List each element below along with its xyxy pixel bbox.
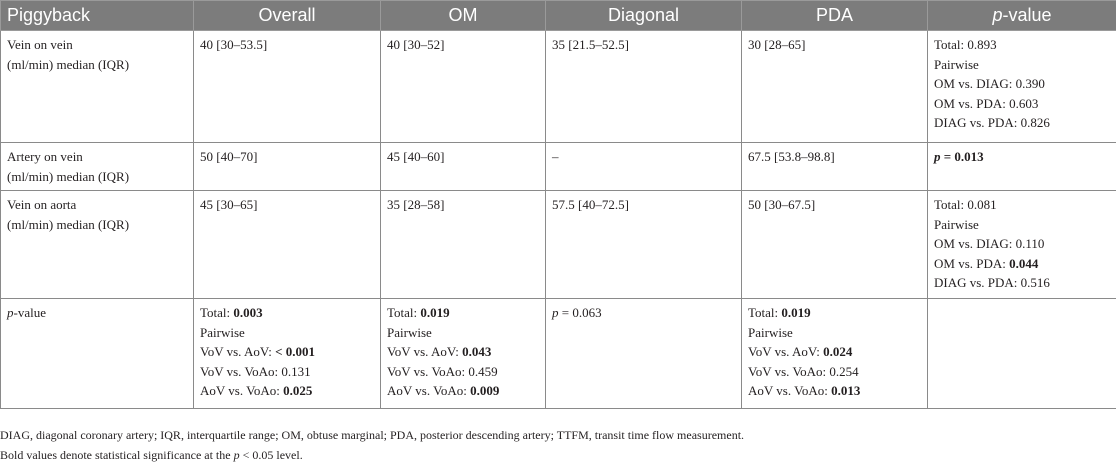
- voao-p-diag-pda: DIAG vs. PDA: 0.516: [934, 275, 1050, 290]
- pv-pda-aov-voao-label: AoV vs. VoAo:: [748, 383, 832, 398]
- cell-voao-diagonal: 57.5 [40–72.5]: [546, 191, 742, 299]
- pv-overall-aov-voao: [200, 381, 374, 401]
- pv-pda-vov-aov-value: 0.024: [823, 344, 853, 359]
- cell-aov-label: [1, 143, 194, 191]
- pv-overall-total-label: Total:: [200, 305, 234, 320]
- pv-om-vov-aov-label: VoV vs. AoV:: [387, 344, 463, 359]
- pv-pda-vov-voao: VoV vs. VoAo: 0.254: [748, 363, 859, 379]
- pv-overall-aov-voao-value: 0.025: [283, 383, 313, 398]
- vov-p-om-diag: OM vs. DIAG: 0.390: [934, 76, 1045, 91]
- cell-voao-pda: 50 [30–67.5]: [742, 191, 928, 299]
- footnote-bold-note: [0, 445, 744, 465]
- header-row: [1, 1, 1116, 31]
- vov-label-line2: (ml/min) median (IQR): [7, 56, 130, 72]
- header-p-italic: p: [992, 5, 1003, 25]
- pv-om-total-label: Total:: [387, 305, 421, 320]
- cell-pvalue-om: [381, 299, 546, 409]
- cell-vov-overall: 40 [30–53.5]: [194, 31, 381, 143]
- aov-label-line1: Artery on vein: [7, 149, 83, 164]
- table-footnotes: [0, 425, 744, 465]
- header-diagonal: Diagonal: [546, 1, 742, 31]
- pv-pda-vov-aov: [748, 342, 921, 362]
- pv-diagonal-p-italic: p: [552, 305, 559, 320]
- pv-pda-total-value: 0.019: [781, 305, 811, 320]
- pv-diagonal-p-rest: = 0.063: [558, 305, 602, 320]
- vov-label-line1: Vein on vein: [7, 37, 73, 52]
- aov-label-line2: (ml/min) median (IQR): [7, 168, 130, 184]
- cell-vov-p: [928, 31, 1116, 143]
- voao-label-line1: Vein on aorta: [7, 197, 77, 212]
- vov-p-pairwise: Pairwise: [934, 56, 979, 72]
- cell-vov-label: [1, 31, 194, 143]
- cell-voao-om: 35 [28–58]: [381, 191, 546, 299]
- pv-pda-total: [748, 303, 921, 323]
- pv-om-total-value: 0.019: [420, 305, 450, 320]
- pv-pda-pairwise: Pairwise: [748, 324, 793, 340]
- vov-p-om-pda: OM vs. PDA: 0.603: [934, 95, 1039, 111]
- pv-overall-total: [200, 303, 374, 323]
- cell-pvalue-label: [1, 299, 194, 409]
- voao-p-om-pda-label: OM vs. PDA:: [934, 255, 1010, 271]
- voao-p-om-pda: [934, 254, 1110, 274]
- pv-om-vov-voao: VoV vs. VoAo: 0.459: [387, 363, 498, 379]
- vov-p-total: Total: 0.893: [934, 37, 997, 52]
- footnote-bold-note-p: p: [233, 448, 240, 462]
- pv-om-aov-voao-label: AoV vs. VoAo:: [387, 383, 471, 398]
- cell-voao-p: [928, 191, 1116, 299]
- header-p-value: [928, 1, 1116, 31]
- cell-pvalue-empty: [928, 299, 1116, 409]
- footnote-bold-note-a: Bold values denote statistical significance at the: [0, 448, 234, 462]
- row-artery-on-vein: [1, 143, 1116, 191]
- cell-vov-om: 40 [30–52]: [381, 31, 546, 143]
- pv-om-vov-aov-value: 0.043: [462, 344, 492, 359]
- vov-p-diag-pda: DIAG vs. PDA: 0.826: [934, 115, 1050, 130]
- footnote-abbreviations: DIAG, diagonal coronary artery; IQR, interquartile range; OM, obtuse marginal; PDA, posterior descending artery; TTFM, transit time flow measurement.: [0, 428, 745, 442]
- pvalue-label-italic: p: [7, 305, 14, 320]
- pv-overall-aov-voao-label: AoV vs. VoAo:: [200, 383, 284, 398]
- voao-p-total: Total: 0.081: [934, 197, 997, 212]
- cell-aov-diagonal: –: [546, 143, 742, 191]
- pv-overall-vov-aov-label: VoV vs. AoV:: [200, 344, 276, 359]
- pvalue-label-rest: -value: [13, 305, 46, 320]
- cell-pvalue-pda: [742, 299, 928, 409]
- voao-label-line2: (ml/min) median (IQR): [7, 216, 130, 232]
- pv-overall-vov-aov-value: < 0.001: [275, 344, 316, 359]
- pv-overall-vov-aov: [200, 342, 374, 362]
- row-p-value: [1, 299, 1116, 409]
- aov-p-prefix: p: [934, 149, 941, 164]
- cell-voao-overall: 45 [30–65]: [194, 191, 381, 299]
- pv-om-aov-voao: [387, 381, 539, 401]
- pv-overall-total-value: 0.003: [233, 305, 263, 320]
- pv-om-pairwise: Pairwise: [387, 324, 432, 340]
- pv-om-vov-aov: [387, 342, 539, 362]
- pv-pda-aov-voao-value: 0.013: [831, 383, 861, 398]
- row-vein-on-vein: [1, 31, 1116, 143]
- cell-voao-label: [1, 191, 194, 299]
- pv-overall-pairwise: Pairwise: [200, 324, 245, 340]
- header-p-rest: -value: [1002, 5, 1052, 25]
- cell-aov-pda: 67.5 [53.8–98.8]: [742, 143, 928, 191]
- cell-aov-overall: 50 [40–70]: [194, 143, 381, 191]
- header-om: OM: [381, 1, 546, 31]
- voao-p-om-diag: OM vs. DIAG: 0.110: [934, 236, 1045, 251]
- pv-om-total: [387, 303, 539, 323]
- cell-aov-om: 45 [40–60]: [381, 143, 546, 191]
- cell-vov-diagonal: 35 [21.5–52.5]: [546, 31, 742, 143]
- aov-p-value: = 0.013: [940, 149, 984, 164]
- cell-pvalue-diagonal: [546, 299, 742, 409]
- cell-pvalue-overall: [194, 299, 381, 409]
- footnote-bold-note-b: < 0.05 level.: [239, 448, 303, 462]
- pv-om-aov-voao-value: 0.009: [470, 383, 500, 398]
- voao-p-om-pda-value: 0.044: [1009, 255, 1039, 271]
- voao-p-pairwise: Pairwise: [934, 216, 979, 232]
- row-vein-on-aorta: [1, 191, 1116, 299]
- pv-overall-vov-voao: VoV vs. VoAo: 0.131: [200, 363, 311, 379]
- header-pda: PDA: [742, 1, 928, 31]
- header-piggyback: Piggyback: [1, 1, 194, 31]
- pv-pda-vov-aov-label: VoV vs. AoV:: [748, 344, 824, 359]
- cell-vov-pda: 30 [28–65]: [742, 31, 928, 143]
- pv-pda-aov-voao: [748, 381, 921, 401]
- cell-aov-p: [928, 143, 1116, 191]
- header-overall: Overall: [194, 1, 381, 31]
- pv-pda-total-label: Total:: [748, 305, 782, 320]
